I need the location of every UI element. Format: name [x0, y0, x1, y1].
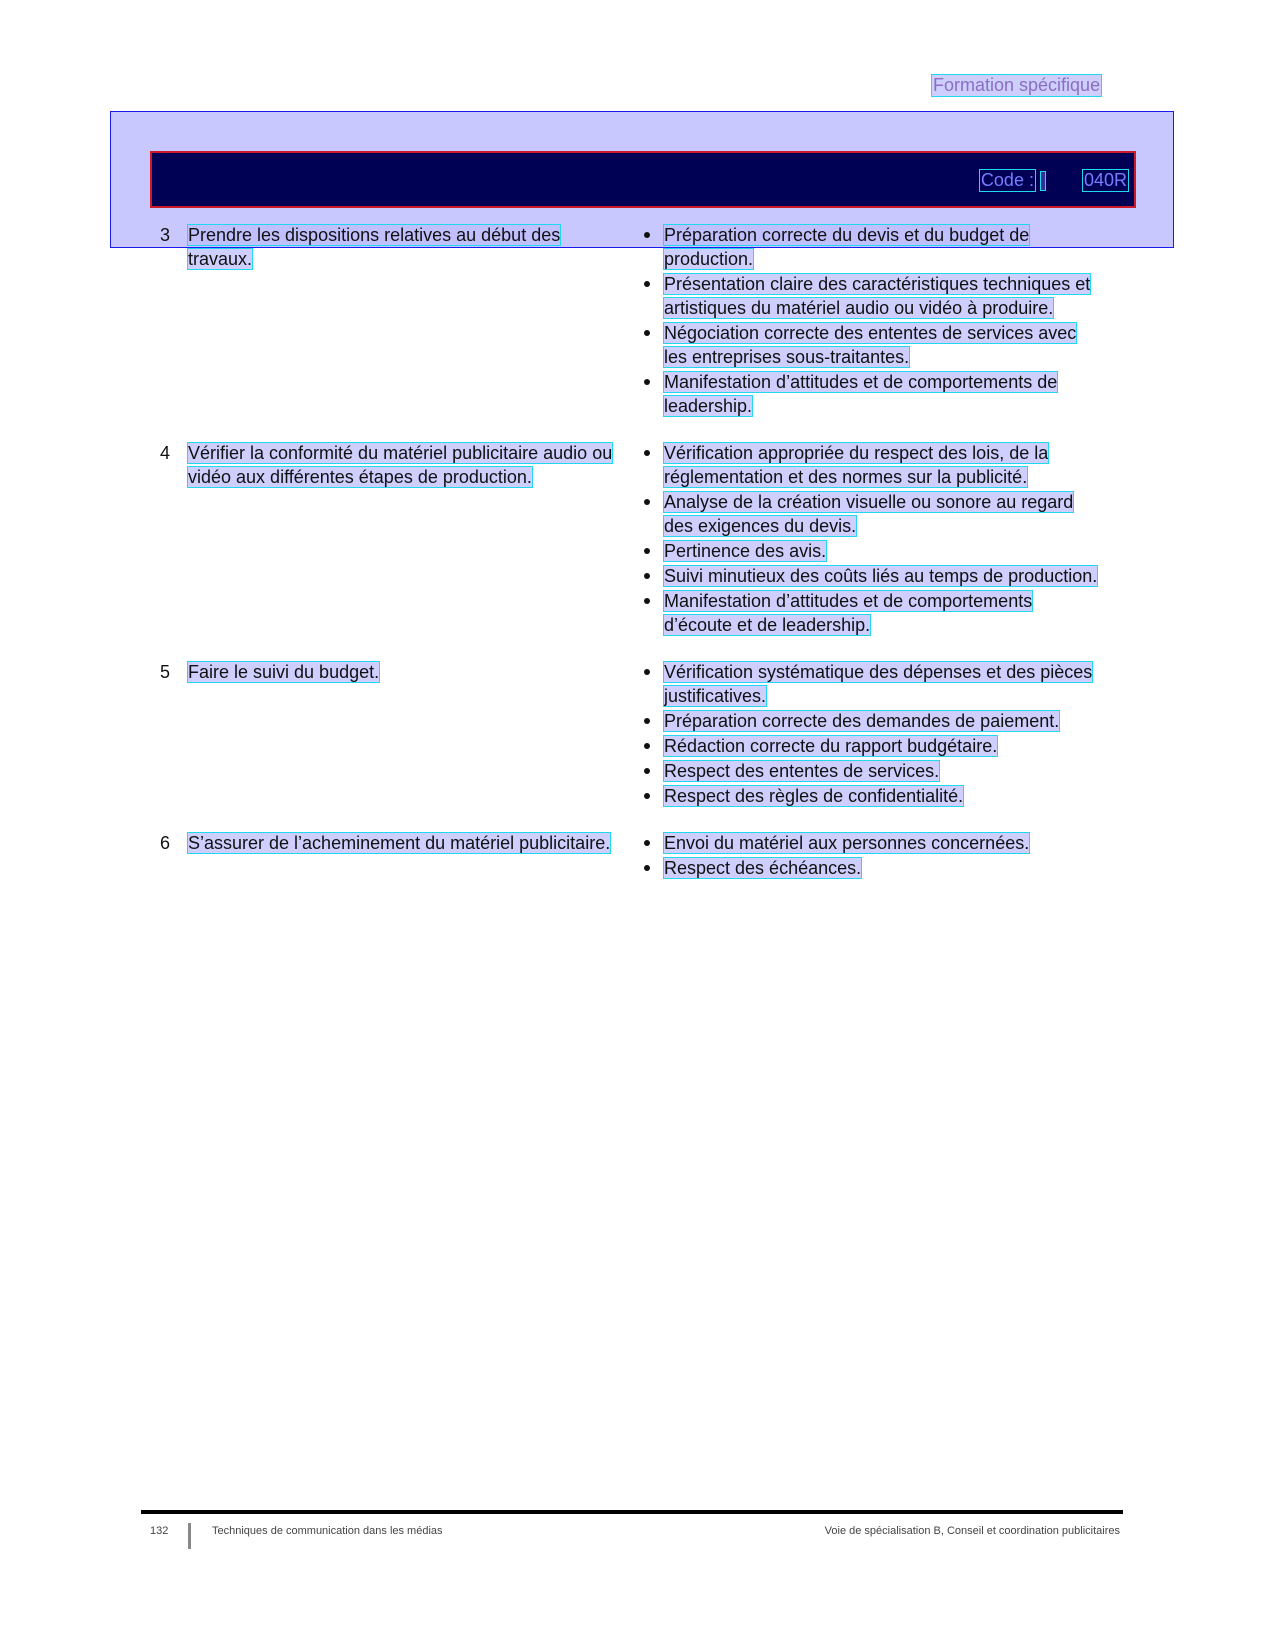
criteria-list	[640, 223, 1100, 419]
step-number: 4	[160, 443, 171, 463]
criterion-item: Respect des échéances.	[640, 856, 1100, 880]
table-row	[160, 660, 1120, 809]
step-text: Prendre les dispositions relatives au début des travaux.	[188, 225, 561, 269]
criterion-item: Respect des ententes de services.	[640, 759, 1100, 783]
criterion-item: Respect des règles de confidentialité.	[640, 784, 1100, 808]
footer-program-title: Techniques de communication dans les médias	[212, 1525, 443, 1537]
criterion-item: Vérification appropriée du respect des lois, de la réglementation et des normes sur la publicité.	[640, 441, 1100, 489]
criterion-item: Présentation claire des caractéristiques techniques et artistiques du matériel audio ou vidéo à produire.	[640, 272, 1100, 320]
step-cell	[160, 831, 640, 881]
code-separator	[1041, 172, 1045, 190]
step-number: 6	[160, 833, 171, 853]
competency-title-bar	[150, 151, 1136, 208]
footer-separator	[188, 1523, 191, 1549]
code-box	[980, 170, 1128, 191]
criterion-item: Manifestation d’attitudes et de comportements de leadership.	[640, 370, 1100, 418]
code-label: Code :	[980, 170, 1034, 190]
criteria-list	[640, 831, 1100, 881]
footer-specialization: Voie de spécialisation B, Conseil et coordination publicitaires	[824, 1525, 1120, 1537]
criterion-item: Envoi du matériel aux personnes concernées.	[640, 831, 1100, 855]
section-label: Formation spécifique	[933, 75, 1101, 95]
criterion-item: Suivi minutieux des coûts liés au temps de production.	[640, 564, 1100, 588]
criterion-item: Vérification systématique des dépenses et des pièces justificatives.	[640, 660, 1100, 708]
criterion-item: Analyse de la création visuelle ou sonore au regard des exigences du devis.	[640, 490, 1100, 538]
step-cell	[160, 660, 640, 809]
criterion-item: Rédaction correcte du rapport budgétaire.	[640, 734, 1100, 758]
table-row	[160, 441, 1120, 638]
step-cell	[160, 223, 640, 419]
criterion-item: Manifestation d’attitudes et de comportements d’écoute et de leadership.	[640, 589, 1100, 637]
criterion-item: Préparation correcte des demandes de paiement.	[640, 709, 1100, 733]
criteria-list	[640, 660, 1100, 809]
criteria-list	[640, 441, 1100, 638]
page-footer	[150, 1525, 1120, 1539]
step-text: Vérifier la conformité du matériel publicitaire audio ou vidéo aux différentes étapes de production.	[188, 443, 613, 487]
table-row	[160, 223, 1120, 419]
step-cell	[160, 441, 640, 638]
step-number: 3	[160, 225, 171, 245]
step-text: Faire le suivi du budget.	[188, 662, 380, 682]
page-number: 132	[150, 1525, 169, 1537]
footer-rule	[141, 1510, 1123, 1514]
criterion-item: Négociation correcte des ententes de services avec les entreprises sous-traitantes.	[640, 321, 1100, 369]
criterion-item: Pertinence des avis.	[640, 539, 1100, 563]
table-row	[160, 831, 1120, 881]
code-value: 040R	[1083, 170, 1127, 190]
criterion-item: Préparation correcte du devis et du budget de production.	[640, 223, 1100, 271]
competency-table	[160, 223, 1120, 903]
step-text: S’assurer de l’acheminement du matériel publicitaire.	[188, 833, 611, 853]
step-number: 5	[160, 662, 171, 682]
